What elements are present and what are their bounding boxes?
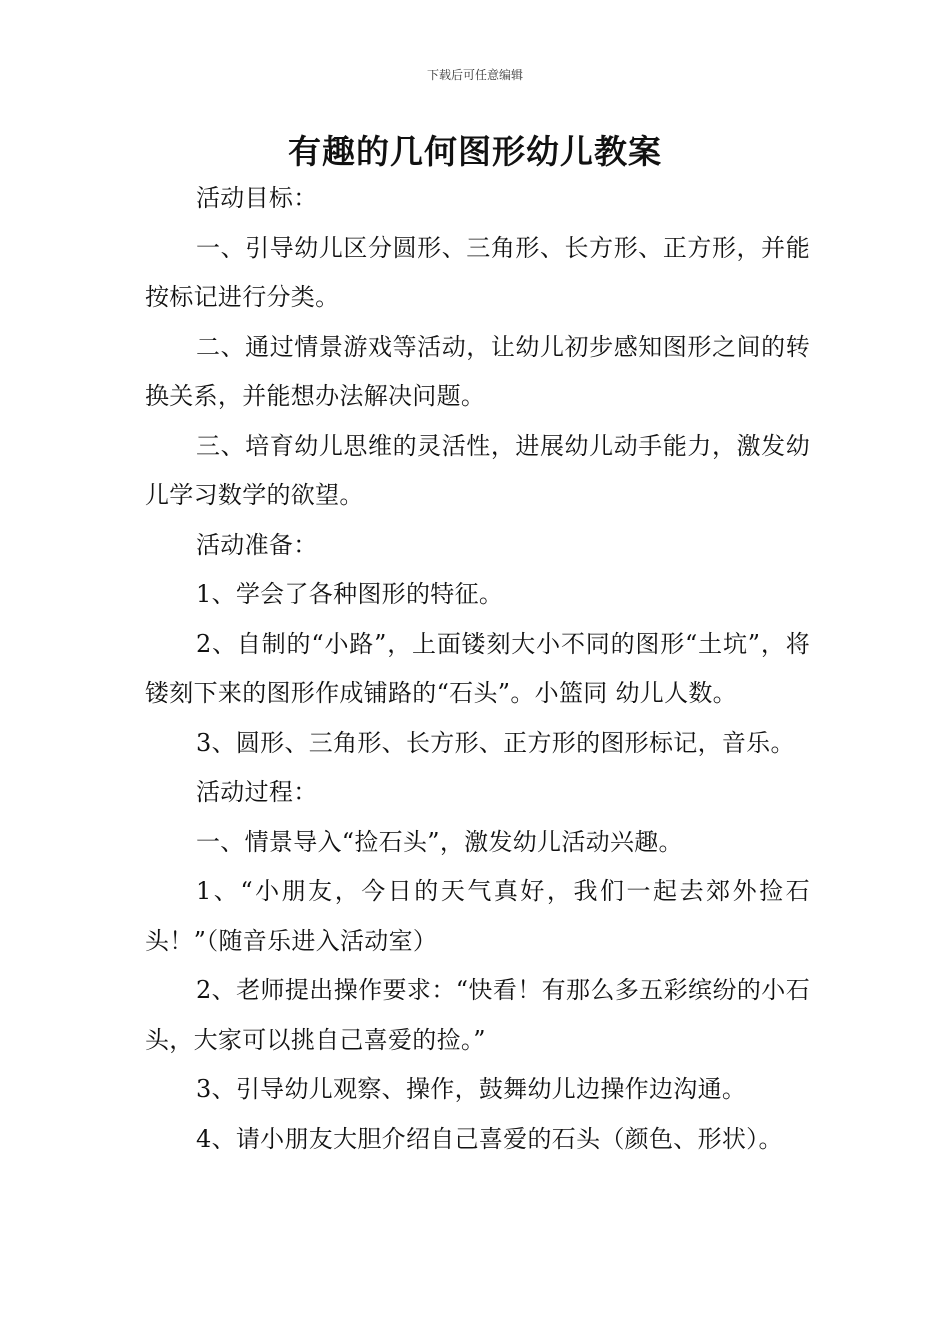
- section-heading-process: 活动过程：: [196, 778, 318, 806]
- paragraph: 一、引导幼儿区分圆形、三角形、长方形、正方形，并能按标记进行分类。: [145, 233, 810, 311]
- paragraph: 三、培育幼儿思维的灵活性，进展幼儿动手能力，激发幼儿学习数学的欲望。: [145, 431, 810, 509]
- paragraph: 2、自制的“小路”，上面镂刻大小不同的图形“土坑”，将镂刻下来的图形作成铺路的“石头”。小篮同 幼儿人数。: [145, 629, 810, 707]
- paragraph: 1、“小朋友，今日的天气真好，我们一起去郊外捡石头！”（随音乐进入活动室）: [145, 877, 810, 955]
- paragraph: 2、老师提出操作要求：“快看！有那么多五彩缤纷的小石头，大家可以挑自己喜爱的捡。”: [145, 976, 810, 1054]
- document-body: [145, 174, 810, 1164]
- page-header-note: 下载后可任意编辑: [426, 68, 523, 82]
- paragraph: 1、学会了各种图形的特征。: [196, 580, 504, 608]
- paragraph: 4、请小朋友大胆介绍自己喜爱的石头（颜色、形状）。: [196, 1124, 783, 1153]
- section-heading-preparation: 活动准备：: [196, 530, 318, 559]
- document-title: 有趣的几何图形幼儿教案: [288, 132, 662, 171]
- paragraph: 3、圆形、三角形、长方形、正方形的图形标记，音乐。: [196, 728, 795, 757]
- section-heading-goals: 活动目标：: [196, 184, 318, 212]
- paragraph: 3、引导幼儿观察、操作，鼓舞幼儿边操作边沟通。: [196, 1075, 747, 1103]
- paragraph: 二、通过情景游戏等活动，让幼儿初步感知图形之间的转换关系，并能想办法解决问题。: [145, 332, 810, 410]
- paragraph: 一、情景导入“捡石头”，激发幼儿活动兴趣。: [196, 827, 683, 856]
